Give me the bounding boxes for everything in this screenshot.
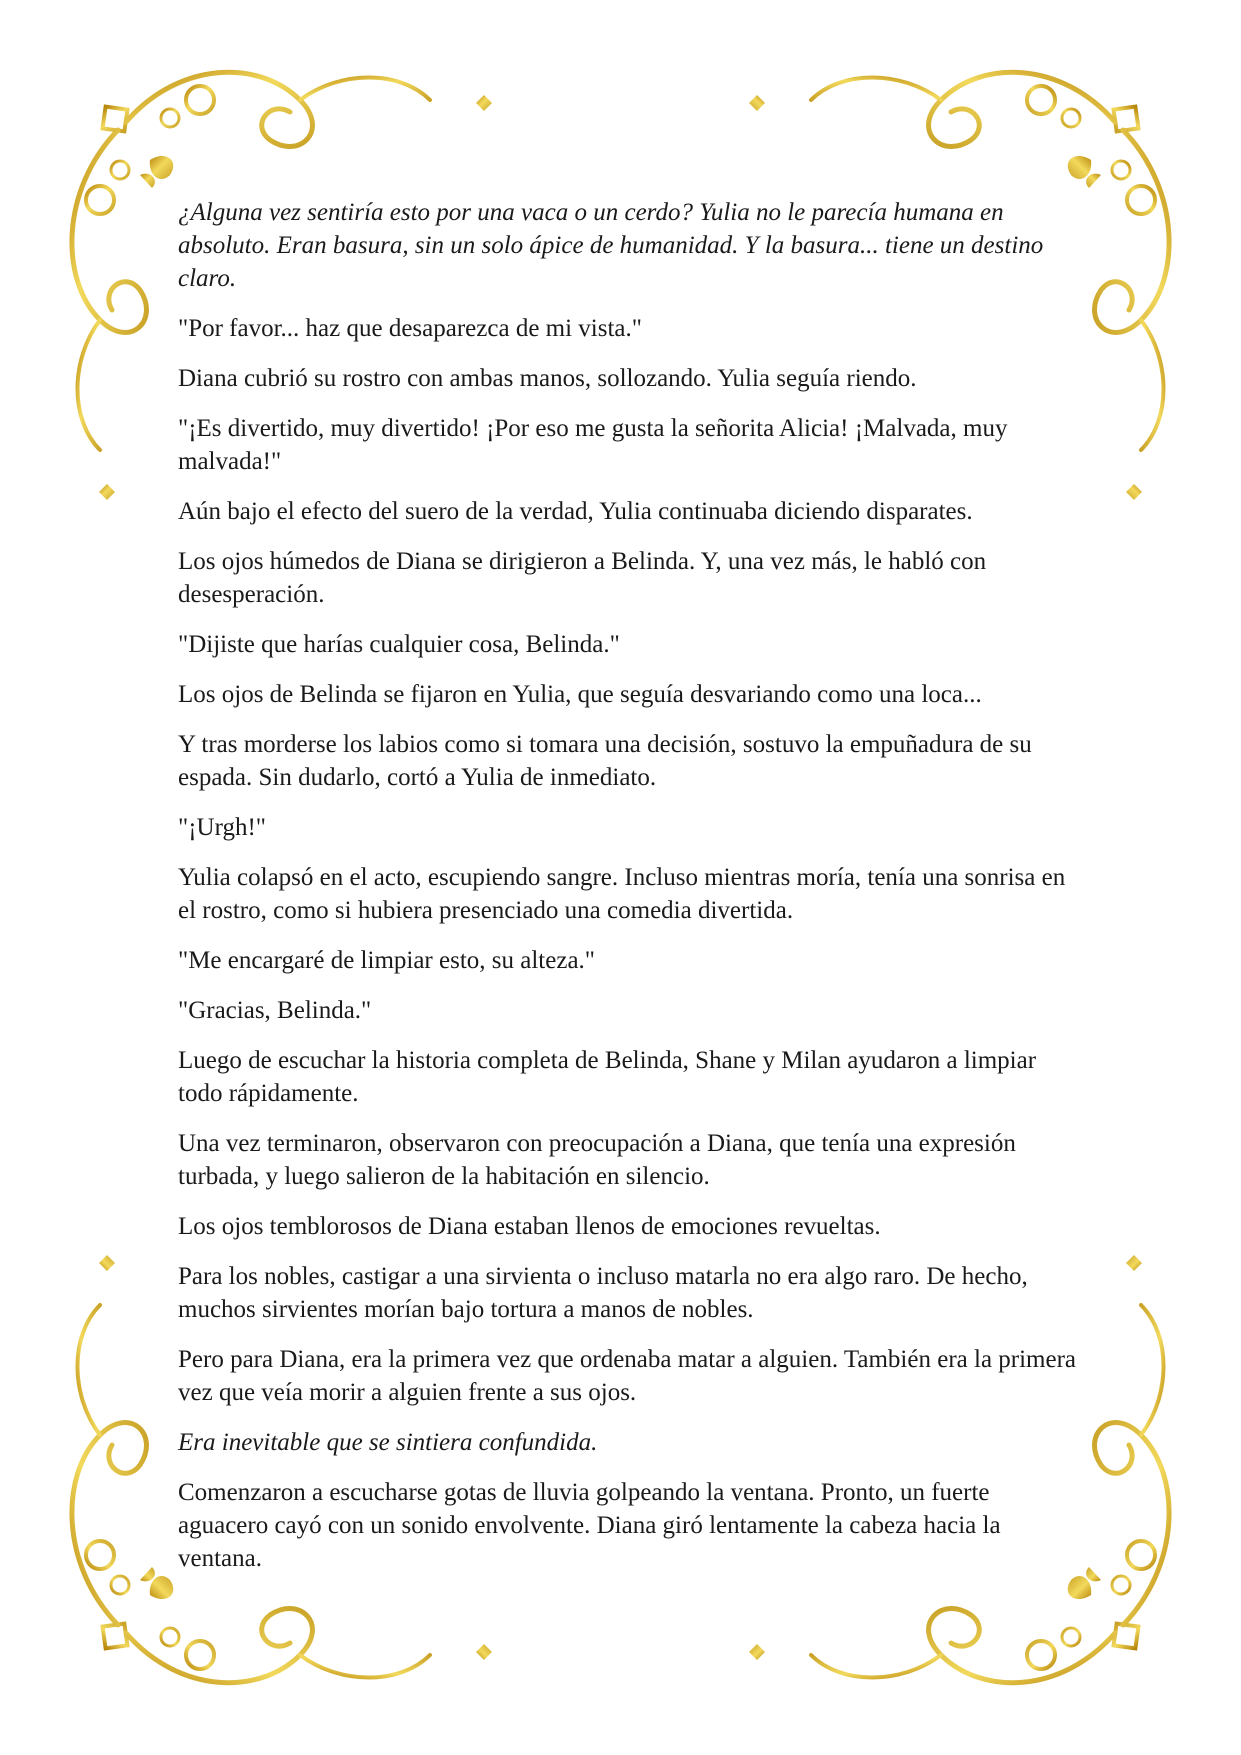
- paragraph: "¡Urgh!": [178, 814, 266, 841]
- paragraph: "Gracias, Belinda.": [178, 997, 372, 1024]
- paragraph: Pero para Diana, era la primera vez que ordenaba matar a alguien. También era la primera vez que veía morir a alguien frente a sus ojos.: [178, 1346, 1077, 1406]
- paragraph: Comenzaron a escucharse gotas de lluvia golpeando la ventana. Pronto, un fuerte aguacero cayó con un sonido envolvente. Diana giró lentamente la cabeza hacia la ventana.: [178, 1479, 1001, 1572]
- paragraph: Diana cubrió su rostro con ambas manos, sollozando. Yulia seguía riendo.: [178, 365, 917, 392]
- paragraph: Luego de escuchar la historia completa de Belinda, Shane y Milan ayudaron a limpiar todo rápidamente.: [178, 1047, 1037, 1107]
- paragraph: Para los nobles, castigar a una sirvienta o incluso matarla no era algo raro. De hecho, muchos sirvientes morían bajo tortura a manos de nobles.: [178, 1263, 1028, 1323]
- paragraph: Y tras morderse los labios como si tomara una decisión, sostuvo la empuñadura de su espada. Sin dudarlo, cortó a Yulia de inmediato.: [178, 731, 1032, 791]
- paragraph: "Dijiste que harías cualquier cosa, Belinda.": [178, 631, 620, 658]
- paragraph: Los ojos temblorosos de Diana estaban llenos de emociones revueltas.: [178, 1213, 881, 1240]
- paragraph: "¡Es divertido, muy divertido! ¡Por eso me gusta la señorita Alicia! ¡Malvada, muy malvada!": [178, 415, 1008, 475]
- paragraph: Los ojos húmedos de Diana se dirigieron a Belinda. Y, una vez más, le habló con desesperación.: [178, 548, 987, 608]
- paragraph: Los ojos de Belinda se fijaron en Yulia, que seguía desvariando como una loca...: [178, 681, 982, 708]
- paragraph: Aún bajo el efecto del suero de la verdad, Yulia continuaba diciendo disparates.: [178, 498, 973, 525]
- paragraph: "Me encargaré de limpiar esto, su alteza.": [178, 947, 595, 974]
- paragraph: "Por favor... haz que desaparezca de mi vista.": [178, 315, 642, 342]
- paragraph: ¿Alguna vez sentiría esto por una vaca o un cerdo? Yulia no le parecía humana en absoluto. Eran basura, sin un solo ápice de humanidad. Y la basura... tiene un destino claro.: [178, 199, 1044, 292]
- paragraph: Era inevitable que se sintiera confundida.: [178, 1429, 598, 1456]
- paragraph: Una vez terminaron, observaron con preocupación a Diana, que tenía una expresión turbada, y luego salieron de la habitación en silencio.: [178, 1130, 1016, 1190]
- paragraph: Yulia colapsó en el acto, escupiendo sangre. Incluso mientras moría, tenía una sonrisa en el rostro, como si hubiera presenciado una comedia divertida.: [178, 864, 1066, 924]
- story-text: [178, 196, 1078, 1592]
